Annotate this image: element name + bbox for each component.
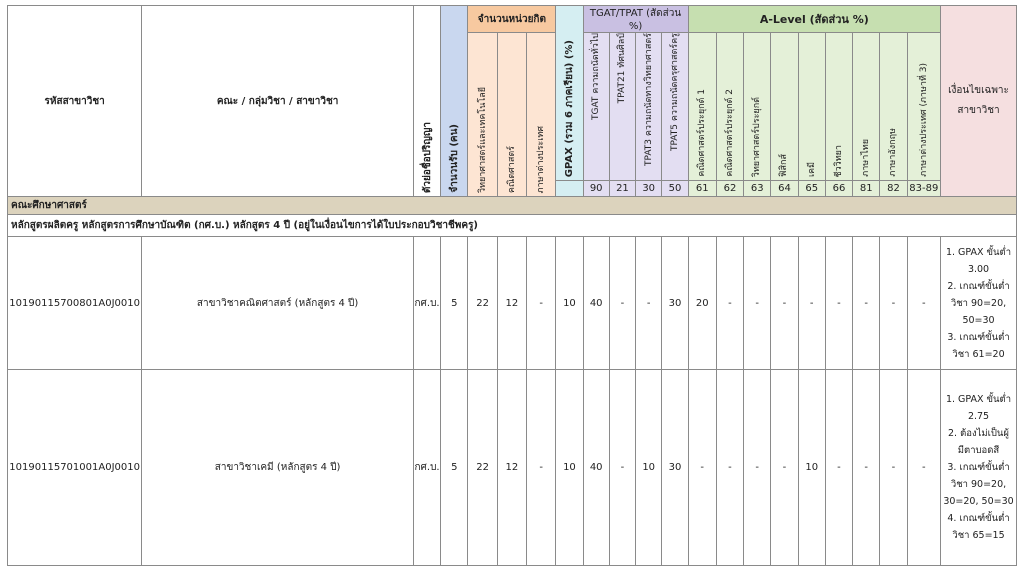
alevel-cell: - (716, 370, 743, 566)
alevel-cell: - (825, 237, 852, 370)
unit-column-header: วิทยาศาสตร์และเทคโนโลยี (468, 33, 497, 197)
alevel-column-header: ชีววิทยา (825, 33, 852, 181)
alevel-code-cell: 64 (771, 181, 798, 197)
unit-cell: 12 (497, 370, 526, 566)
alevel-column-header: วิทยาศาสตร์ประยุกต์ (744, 33, 771, 181)
tgat-column-header: TPAT5 ความถนัดครุศาสตร์ครู (662, 33, 688, 181)
faculty-major-header: คณะ / กลุ่มวิชา / สาขาวิชา (142, 6, 414, 197)
alevel-column-header: คณิตศาสตร์ประยุกต์ 1 (688, 33, 716, 181)
count-cell: 5 (441, 370, 468, 566)
alevel-cell: - (880, 370, 907, 566)
condition-line: 4. เกณฑ์ขั้นต่ำ (947, 513, 1010, 524)
gpax-cell: 10 (556, 370, 583, 566)
alevel-cell: 20 (688, 237, 716, 370)
unit-cell: - (527, 370, 556, 566)
alevel-cell: - (853, 370, 880, 566)
tgat-column-header: TPAT21 ทัศนศิลป์ (609, 33, 635, 181)
condition-line: วิชา 90=20, (950, 297, 1007, 309)
tgat-cell: - (636, 237, 662, 370)
condition-line: 50=30 (962, 314, 995, 326)
alevel-cell: - (880, 237, 907, 370)
degree-abbr-header: ตัวย่อชื่อปริญญา (413, 6, 440, 197)
unit-cell: 22 (468, 237, 497, 370)
major-name-cell: สาขาวิชาคณิตศาสตร์ (หลักสูตร 4 ปี) (142, 237, 414, 370)
gpax-cell: 10 (556, 237, 583, 370)
condition-line: 3. เกณฑ์ขั้นต่ำ (947, 331, 1010, 343)
condition-line: วิชา 65=15 (952, 530, 1005, 541)
alevel-column-header: ภาษาไทย (853, 33, 880, 181)
alevel-cell: - (798, 237, 825, 370)
table-row (8, 237, 1017, 370)
alevel-code-cell: 62 (716, 181, 743, 197)
alevel-cell: - (907, 237, 940, 370)
alevel-cell: 10 (798, 370, 825, 566)
admission-table (7, 5, 1017, 566)
alevel-cell: - (853, 237, 880, 370)
alevel-cell: - (771, 370, 798, 566)
condition-line: วิชา 90=20, (950, 479, 1007, 490)
unit-cell: - (527, 237, 556, 370)
alevel-column-header: ภาษาอังกฤษ (880, 33, 907, 181)
unit-column-header: คณิตศาสตร์ (497, 33, 526, 197)
condition-line: 1. GPAX ขั้นต่ำ (945, 246, 1012, 258)
condition-line: 2.75 (967, 411, 990, 422)
program-code-cell: 10190115700801A0J0010 (8, 237, 142, 370)
alevel-code-cell: 65 (798, 181, 825, 197)
alevel-cell: - (744, 370, 771, 566)
tgat-column-header: TGAT ความถนัดทั่วไป (583, 33, 609, 181)
degree-cell: กศ.บ. (413, 237, 440, 370)
condition-line: 2. เกณฑ์ขั้นต่ำ (947, 280, 1010, 292)
alevel-code-cell: 81 (853, 181, 880, 197)
tgat-cell: 40 (583, 370, 609, 566)
tgat-column-header: TPAT3 ความถนัดทางวิทยาศาสตร์ (636, 33, 662, 181)
conditions-cell (941, 370, 1017, 566)
alevel-column-header: ภาษาต่างประเทศ (ภาษาที่ 3) (907, 33, 940, 181)
unit-cell: 22 (468, 370, 497, 566)
condition-line: 30=20, 50=30 (943, 496, 1014, 507)
alevel-column-header: คณิตศาสตร์ประยุกต์ 2 (716, 33, 743, 181)
alevel-code-cell: 82 (880, 181, 907, 197)
condition-line: 2. ต้องไม่เป็นผู้ (948, 428, 1009, 439)
unit-column-header: ภาษาต่างประเทศ (527, 33, 556, 197)
tgat-cell: 10 (636, 370, 662, 566)
alevel-column-header: เคมี (798, 33, 825, 181)
tgat-code-cell: 90 (583, 181, 609, 197)
alevel-cell: - (688, 370, 716, 566)
admission-count-header: จำนวนรับ (คน) (441, 6, 468, 197)
alevel-column-header: ฟิสิกส์ (771, 33, 798, 181)
alevel-code-cell: 83-89 (907, 181, 940, 197)
alevel-cell: - (771, 237, 798, 370)
condition-line: 3.00 (967, 263, 990, 275)
tgat-cell: 30 (662, 370, 688, 566)
faculty-row: คณะศึกษาศาสตร์ (8, 197, 1017, 215)
alevel-cell: - (744, 237, 771, 370)
tgat-code-cell: 30 (636, 181, 662, 197)
table-row (8, 370, 1017, 566)
condition-line: 1. GPAX ขั้นต่ำ (945, 394, 1012, 405)
unit-cell: 12 (497, 237, 526, 370)
conditions-cell (941, 237, 1017, 370)
special-conditions-header: เงื่อนไขเฉพาะสาขาวิชา (941, 6, 1017, 197)
program-code-header: รหัสสาขาวิชา (8, 6, 142, 197)
program-code-cell: 10190115701001A0J0010 (8, 370, 142, 566)
condition-line: มีตาบอดสี (957, 445, 1000, 456)
alevel-code-cell: 63 (744, 181, 771, 197)
curriculum-row: หลักสูตรผลิตครู หลักสูตรการศึกษาบัณฑิต (กศ.บ.) หลักสูตร 4 ปี (อยู่ในเงื่อนไขการได้ใบประกอบวิชาชีพครู) (8, 215, 1017, 237)
tgat-tpat-header: TGAT/TPAT (สัดส่วน %) (583, 6, 688, 33)
tgat-cell: - (609, 237, 635, 370)
alevel-cell: - (716, 237, 743, 370)
major-name-cell: สาขาวิชาเคมี (หลักสูตร 4 ปี) (142, 370, 414, 566)
alevel-cell: - (825, 370, 852, 566)
credit-units-header: จำนวนหน่วยกิต (468, 6, 556, 33)
a-level-header: A-Level (สัดส่วน %) (688, 6, 940, 33)
alevel-code-cell: 61 (688, 181, 716, 197)
tgat-cell: 40 (583, 237, 609, 370)
gpax-header: GPAX (รวม 6 ภาคเรียน) (%) (556, 6, 583, 181)
alevel-cell: - (907, 370, 940, 566)
condition-line: วิชา 61=20 (952, 348, 1005, 360)
condition-line: 3. เกณฑ์ขั้นต่ำ (947, 462, 1010, 473)
alevel-code-cell: 66 (825, 181, 852, 197)
tgat-cell: - (609, 370, 635, 566)
tgat-code-cell: 21 (609, 181, 635, 197)
degree-cell: กศ.บ. (413, 370, 440, 566)
tgat-cell: 30 (662, 237, 688, 370)
tgat-code-cell: 50 (662, 181, 688, 197)
gpax-code-cell (556, 181, 583, 197)
count-cell: 5 (441, 237, 468, 370)
